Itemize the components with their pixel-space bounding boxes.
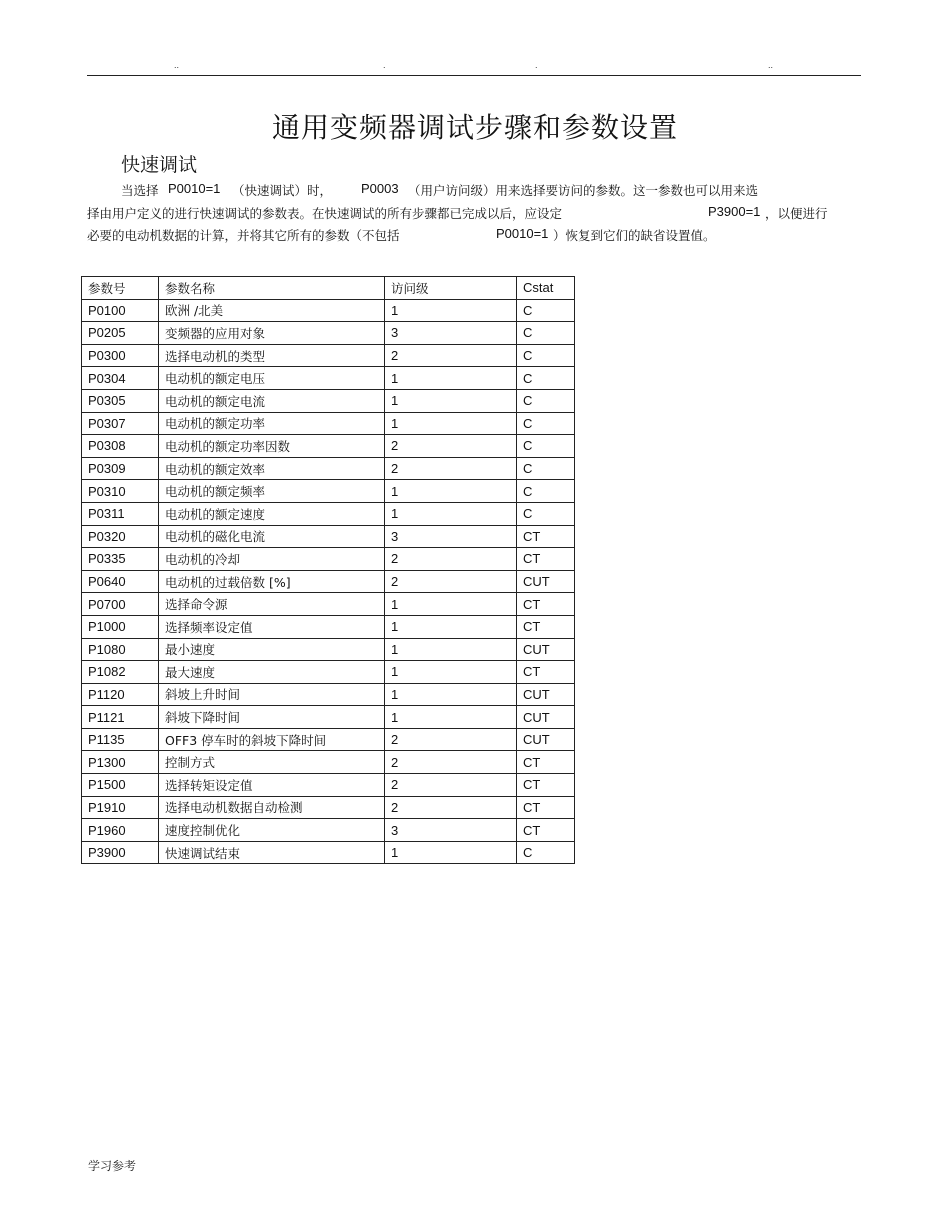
param-number-cell: P0335 [82, 548, 159, 571]
table-row [82, 683, 575, 706]
table-row [82, 841, 575, 864]
access-level-cell: 1 [385, 661, 517, 684]
table-header-row [82, 277, 575, 300]
header-param-number: 参数号 [82, 277, 159, 300]
access-level-cell: 1 [385, 299, 517, 322]
table-row [82, 728, 575, 751]
header-mark: . [535, 60, 538, 70]
access-level-cell: 3 [385, 525, 517, 548]
header-mark: . [383, 60, 386, 70]
param-name-cell: 快速调试结束 [159, 841, 385, 864]
cstat-cell: C [517, 435, 575, 458]
param-name-cell: 最小速度 [159, 638, 385, 661]
param-number-cell: P1082 [82, 661, 159, 684]
access-level-cell: 1 [385, 367, 517, 390]
cstat-cell: C [517, 841, 575, 864]
cstat-cell: C [517, 502, 575, 525]
cstat-cell: C [517, 367, 575, 390]
param-number-cell: P1080 [82, 638, 159, 661]
param-number-cell: P1121 [82, 706, 159, 729]
intro-param-code: P0003 [361, 181, 399, 196]
table-row [82, 615, 575, 638]
table-row [82, 774, 575, 797]
param-name-cell: OFF3 停车时的斜坡下降时间 [159, 728, 385, 751]
table-row [82, 661, 575, 684]
cstat-cell: CUT [517, 728, 575, 751]
table-row [82, 706, 575, 729]
cstat-cell: CT [517, 661, 575, 684]
intro-text: 当选择 [121, 183, 159, 198]
param-number-cell: P0300 [82, 344, 159, 367]
table-row [82, 299, 575, 322]
table-row [82, 480, 575, 503]
access-level-cell: 2 [385, 796, 517, 819]
access-level-cell: 1 [385, 389, 517, 412]
header-rule [87, 75, 861, 76]
access-level-cell: 1 [385, 412, 517, 435]
section-heading: 快速调试 [121, 154, 198, 176]
cstat-cell: CUT [517, 638, 575, 661]
access-level-cell: 1 [385, 706, 517, 729]
access-level-cell: 1 [385, 502, 517, 525]
intro-text: （用户访问级）用来选择要访问的参数。这一参数也可以用来选 [408, 183, 759, 198]
header-marks [0, 60, 950, 74]
access-level-cell: 2 [385, 548, 517, 571]
header-mark: .. [768, 60, 774, 70]
cstat-cell: CT [517, 751, 575, 774]
param-number-cell: P0304 [82, 367, 159, 390]
cstat-cell: C [517, 344, 575, 367]
param-number-cell: P0205 [82, 322, 159, 345]
page-title: 通用变频器调试步骤和参数设置 [271, 111, 678, 144]
table-row [82, 322, 575, 345]
cstat-cell: CUT [517, 706, 575, 729]
table-row [82, 502, 575, 525]
param-name-cell: 电动机的过载倍数 [%] [159, 570, 385, 593]
param-name-cell: 速度控制优化 [159, 819, 385, 842]
cstat-cell: C [517, 480, 575, 503]
cstat-cell: CT [517, 615, 575, 638]
param-name-cell: 电动机的额定电流 [159, 389, 385, 412]
param-name-cell: 变频器的应用对象 [159, 322, 385, 345]
param-name-cell: 电动机的磁化电流 [159, 525, 385, 548]
intro-param-code: P0010=1 [496, 226, 549, 241]
table-row [82, 570, 575, 593]
intro-text: ，以便进行 [765, 206, 828, 221]
access-level-cell: 3 [385, 819, 517, 842]
intro-text: （快速调试）时， [232, 183, 333, 198]
table-row [82, 457, 575, 480]
table-row [82, 593, 575, 616]
access-level-cell: 1 [385, 841, 517, 864]
access-level-cell: 2 [385, 457, 517, 480]
table-row [82, 412, 575, 435]
header-cstat: Cstat [517, 277, 575, 300]
param-name-cell: 欧洲 /北美 [159, 299, 385, 322]
cstat-cell: CT [517, 819, 575, 842]
cstat-cell: C [517, 457, 575, 480]
param-name-cell: 选择电动机数据自动检测 [159, 796, 385, 819]
param-number-cell: P0310 [82, 480, 159, 503]
access-level-cell: 1 [385, 683, 517, 706]
param-name-cell: 选择命令源 [159, 593, 385, 616]
table-row [82, 751, 575, 774]
access-level-cell: 3 [385, 322, 517, 345]
param-number-cell: P0700 [82, 593, 159, 616]
param-name-cell: 电动机的额定频率 [159, 480, 385, 503]
table-row [82, 344, 575, 367]
intro-param-code: P0010=1 [168, 181, 221, 196]
table-body [82, 299, 575, 864]
param-number-cell: P0320 [82, 525, 159, 548]
param-number-cell: P1120 [82, 683, 159, 706]
table-row [82, 389, 575, 412]
table-row [82, 367, 575, 390]
cstat-cell: CUT [517, 570, 575, 593]
intro-param-code: P3900=1 [708, 204, 761, 219]
param-name-cell: 电动机的额定效率 [159, 457, 385, 480]
param-number-cell: P3900 [82, 841, 159, 864]
access-level-cell: 1 [385, 480, 517, 503]
table-row [82, 548, 575, 571]
intro-text: 择由用户定义的进行快速调试的参数表。在快速调试的所有步骤都已完成以后，应设定 [87, 206, 563, 221]
table-row [82, 638, 575, 661]
access-level-cell: 2 [385, 344, 517, 367]
footer-text: 学习参考 [88, 1159, 137, 1173]
param-number-cell: P0308 [82, 435, 159, 458]
param-number-cell: P1910 [82, 796, 159, 819]
param-name-cell: 选择频率设定值 [159, 615, 385, 638]
access-level-cell: 1 [385, 638, 517, 661]
header-mark: .. [174, 60, 180, 70]
cstat-cell: CT [517, 593, 575, 616]
param-number-cell: P1135 [82, 728, 159, 751]
access-level-cell: 2 [385, 435, 517, 458]
access-level-cell: 1 [385, 593, 517, 616]
param-name-cell: 电动机的额定电压 [159, 367, 385, 390]
intro-text: 必要的电动机数据的计算，并将其它所有的参数（不包括 [87, 228, 400, 243]
param-number-cell: P1500 [82, 774, 159, 797]
param-name-cell: 电动机的额定功率 [159, 412, 385, 435]
param-name-cell: 选择转矩设定值 [159, 774, 385, 797]
param-number-cell: P0309 [82, 457, 159, 480]
cstat-cell: C [517, 412, 575, 435]
cstat-cell: CT [517, 548, 575, 571]
param-name-cell: 选择电动机的类型 [159, 344, 385, 367]
table-row [82, 435, 575, 458]
intro-text: ）恢复到它们的缺省设置值。 [553, 228, 716, 243]
access-level-cell: 2 [385, 751, 517, 774]
access-level-cell: 2 [385, 570, 517, 593]
param-name-cell: 最大速度 [159, 661, 385, 684]
cstat-cell: C [517, 299, 575, 322]
table-row [82, 525, 575, 548]
table-row [82, 796, 575, 819]
param-number-cell: P0305 [82, 389, 159, 412]
param-name-cell: 斜坡上升时间 [159, 683, 385, 706]
cstat-cell: CT [517, 525, 575, 548]
cstat-cell: CT [517, 796, 575, 819]
cstat-cell: CUT [517, 683, 575, 706]
cstat-cell: C [517, 322, 575, 345]
cstat-cell: C [517, 389, 575, 412]
param-number-cell: P0307 [82, 412, 159, 435]
param-number-cell: P1960 [82, 819, 159, 842]
access-level-cell: 1 [385, 615, 517, 638]
param-number-cell: P0311 [82, 502, 159, 525]
cstat-cell: CT [517, 774, 575, 797]
header-param-name: 参数名称 [159, 277, 385, 300]
param-name-cell: 电动机的额定功率因数 [159, 435, 385, 458]
table-row [82, 819, 575, 842]
param-name-cell: 电动机的冷却 [159, 548, 385, 571]
param-number-cell: P1000 [82, 615, 159, 638]
param-number-cell: P1300 [82, 751, 159, 774]
param-number-cell: P0640 [82, 570, 159, 593]
parameter-table [81, 276, 575, 864]
access-level-cell: 2 [385, 728, 517, 751]
header-access-level: 访问级 [385, 277, 517, 300]
param-name-cell: 控制方式 [159, 751, 385, 774]
param-name-cell: 斜坡下降时间 [159, 706, 385, 729]
param-name-cell: 电动机的额定速度 [159, 502, 385, 525]
access-level-cell: 2 [385, 774, 517, 797]
param-number-cell: P0100 [82, 299, 159, 322]
